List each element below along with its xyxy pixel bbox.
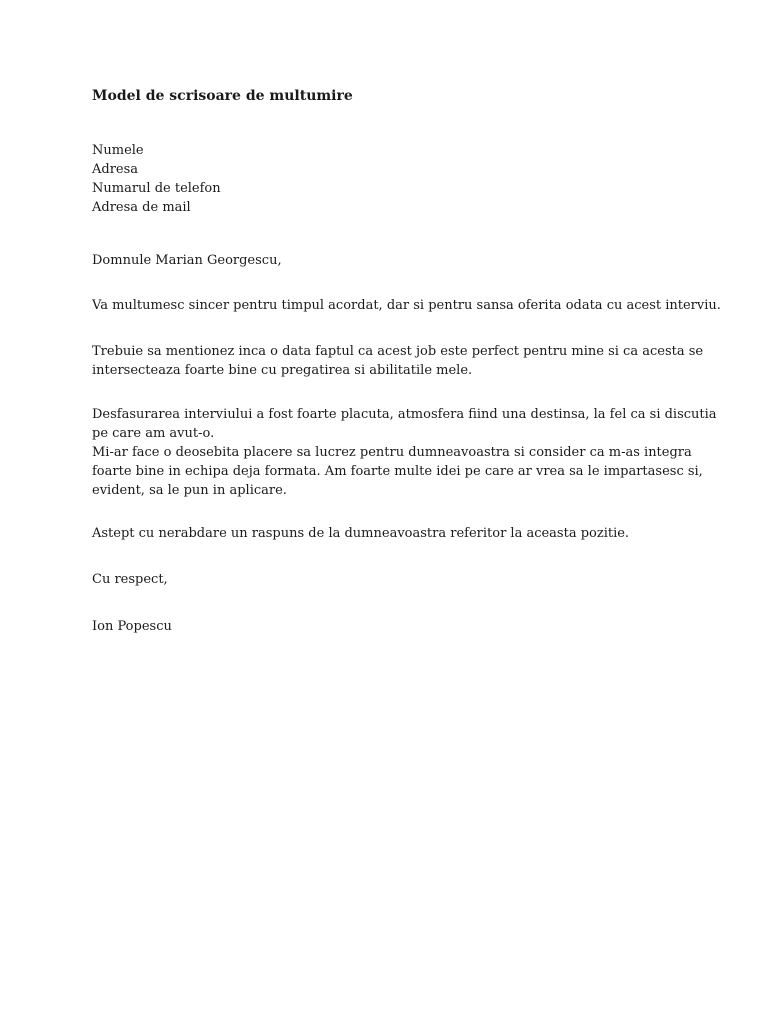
closing bbox=[92, 570, 682, 589]
sender-email: Adresa de mail bbox=[92, 200, 191, 215]
paragraph-job-fit bbox=[92, 342, 704, 380]
sender-phone: Numarul de telefon bbox=[92, 181, 221, 196]
paragraph-line: evident, sa le pun in aplicare. bbox=[92, 483, 287, 498]
signature bbox=[92, 617, 682, 636]
paragraph-line: Va multumesc sincer pentru timpul acordat, dar si pentru sansa oferita odata cu acest interviu. bbox=[92, 298, 721, 313]
closing-text: Cu respect, bbox=[92, 572, 168, 587]
paragraph-awaiting bbox=[92, 524, 682, 543]
salutation-text: Domnule Marian Georgescu, bbox=[92, 253, 282, 268]
paragraph-line: Astept cu nerabdare un raspuns de la dumneavoastra referitor la aceasta pozitie. bbox=[92, 526, 630, 541]
document-page bbox=[92, 0, 721, 1024]
sender-name: Numele bbox=[92, 143, 144, 158]
paragraph-thanks bbox=[92, 296, 721, 315]
paragraph-line: Desfasurarea interviului a fost foarte placuta, atmosfera fiind una destinsa, la fel ca si discutia bbox=[92, 407, 717, 422]
sender-address: Adresa bbox=[92, 162, 139, 177]
paragraph-line: Mi-ar face o deosebita placere sa lucrez pentru dumneavoastra si consider ca m-as integra bbox=[92, 445, 692, 460]
sender-block bbox=[92, 141, 682, 217]
signature-name: Ion Popescu bbox=[92, 619, 172, 634]
paragraph-interview bbox=[92, 405, 717, 500]
salutation bbox=[92, 251, 682, 270]
paragraph-line: foarte bine in echipa deja formata. Am foarte multe idei pe care ar vrea sa le impartasesc si, bbox=[92, 464, 703, 479]
document-title: Model de scrisoare de multumire bbox=[92, 88, 353, 104]
paragraph-line: Trebuie sa mentionez inca o data faptul ca acest job este perfect pentru mine si ca acesta se bbox=[92, 344, 704, 359]
paragraph-line: pe care am avut-o. bbox=[92, 426, 215, 441]
paragraph-line: intersecteaza foarte bine cu pregatirea si abilitatile mele. bbox=[92, 363, 473, 378]
